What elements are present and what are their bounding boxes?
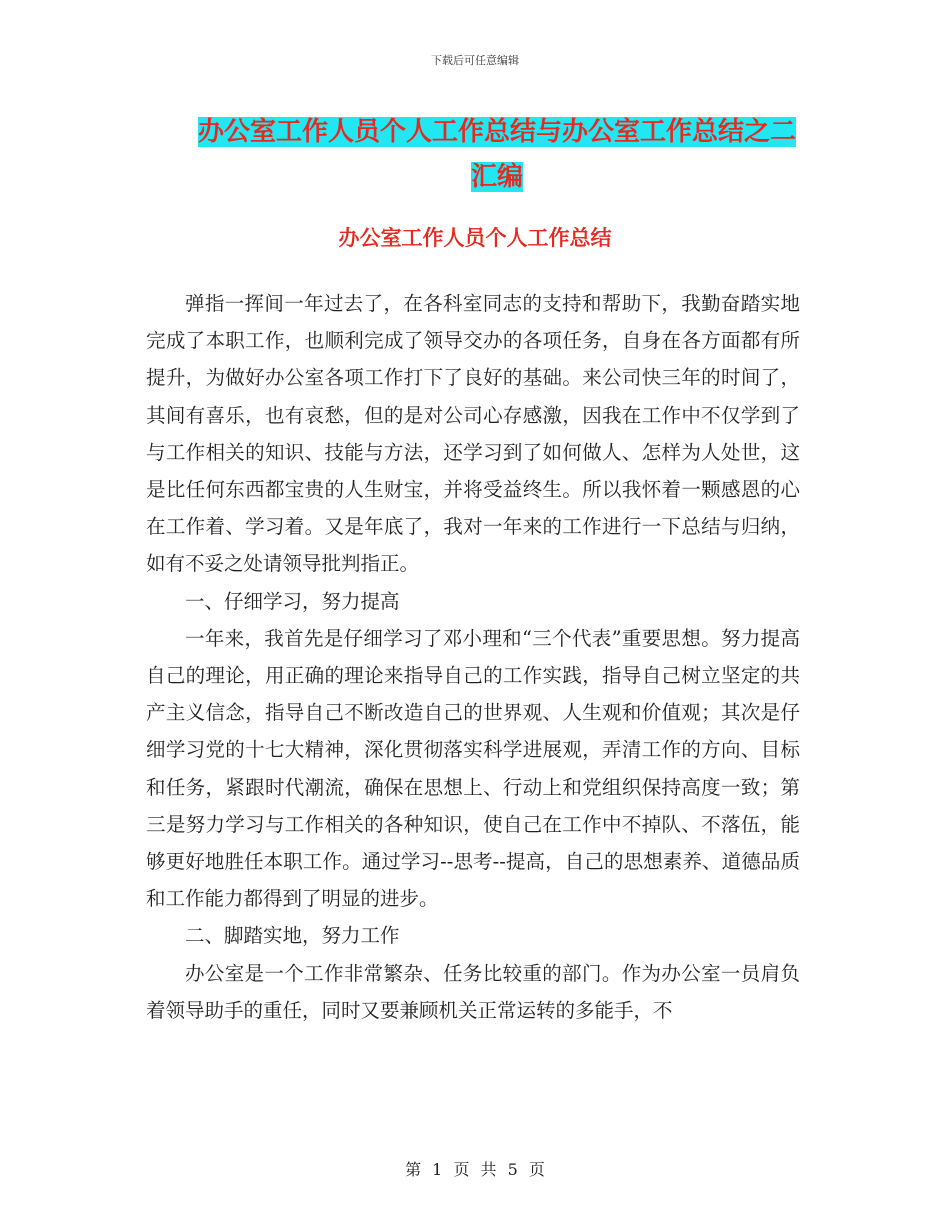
paragraph-work: 办公室是一个工作非常繁杂、任务比较重的部门。作为办公室一员肩负着领导助手的重任，同时又要兼顾机关正常运转的多能手，不 [146,961,800,1022]
section-heading: 办公室工作人员个人工作总结 [338,226,612,250]
paragraph-study: 一年来，我首先是仔细学习了邓小理和“三个代表”重要思想。努力提高自己的理论，用正确的理论来指导自己的工作实践，指导自己树立坚定的共产主义信念，指导自己不断改造自己的世界观、人生观和价值观；其次是仔细学习党的十七大精神，深化贯彻落实科学进展观，弄清工作的方向、目标和任务，紧跟时代潮流，确保在思想上、行动上和党组织保持高度一致；第三是努力学习与工作相关的各种知识，使自己在工作中不掉队、不落伍，能够更好地胜任本职工作。通过学习--思考--提高，自己的思想素养、道德品质和工作能力都得到了明显的进步。 [146,626,800,911]
document-title-line-2: 汇编 [470,162,523,192]
document-title [192,110,802,200]
page-footer-page-number: 第 1 页 共 5 页 [405,1160,545,1179]
subheading-study: 一、仔细学习，努力提高 [185,589,400,613]
subheading-work: 二、脚踏实地，努力工作 [185,924,400,948]
page-header-note: 下载后可任意编辑 [431,54,519,67]
document-body [146,285,800,1029]
document-title-line-1: 办公室工作人员个人工作总结与办公室工作总结之二 [197,117,796,147]
paragraph-intro: 弹指一挥间一年过去了，在各科室同志的支持和帮助下，我勤奋踏实地完成了本职工作，也顺利完成了领导交办的各项任务，自身在各方面都有所提升，为做好办公室各项工作打下了良好的基础。来公司快三年的时间了，其间有喜乐，也有哀愁，但的是对公司心存感激，因我在工作中不仅学到了与工作相关的知识、技能与方法，还学习到了如何做人、怎样为人处世，这是比任何东西都宝贵的人生财宝，并将受益终生。所以我怀着一颗感恩的心在工作着、学习着。又是年底了，我对一年来的工作进行一下总结与归纳，如有不妥之处请领导批判指正。 [146,292,800,576]
